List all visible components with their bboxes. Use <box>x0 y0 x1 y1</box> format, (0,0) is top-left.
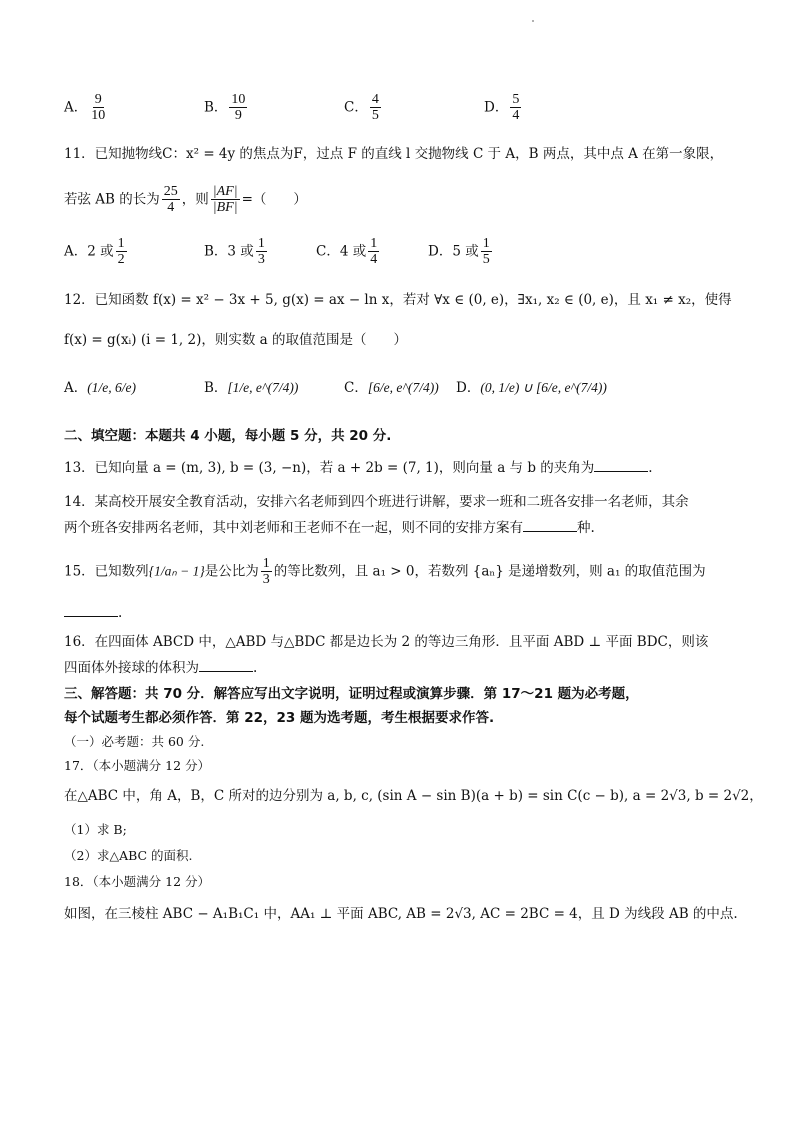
q12-option-d[interactable]: D．(0, 1/e) ∪ [6/e, e^(7/4)) <box>456 380 607 396</box>
q13-answer-blank[interactable] <box>594 459 648 472</box>
q16-line1: 16．在四面体 ABCD 中，△ABD 与△BDC 都是边长为 2 的等边三角形．且平面 ABD ⊥ 平面 BDC，则该 <box>64 634 709 650</box>
q10-a-fraction: $\frac{9}{10}$ <box>91 92 106 124</box>
q11-length-fraction: $\frac{25}{4}$ <box>163 184 178 216</box>
q12-line2: f(x) = g(xᵢ) (i = 1, 2)，则实数 a 的取值范围是（ ） <box>64 332 407 348</box>
q15-line2: . <box>64 604 122 621</box>
q13-text: 13．已知向量 a = (m, 3), b = (3, −n)，若 a + 2b = (7, 1)，则向量 a 与 b 的夹角为 . <box>64 460 653 476</box>
q14-answer-blank[interactable] <box>523 519 577 532</box>
q17-title: 17．（本小题满分 12 分） <box>64 758 211 773</box>
q14-line1: 14．某高校开展安全教育活动，安排六名老师到四个班进行讲解，要求一班和二班各安排一名老师，其余 <box>64 494 689 510</box>
section2-heading: 二、填空题：本题共 4 小题，每小题 5 分，共 20 分. <box>64 428 392 444</box>
q10-option-d[interactable]: D． $\frac{5}{4}$ <box>484 92 520 124</box>
section3-heading-line2: 每个试题考生都必须作答．第 22，23 题为选考题，考生根据要求作答. <box>64 710 495 726</box>
q16-answer-blank[interactable] <box>199 659 253 672</box>
q11-option-b[interactable]: B．3 或 $\frac{1}{3}$ <box>204 236 265 268</box>
q15-answer-blank[interactable] <box>64 604 118 617</box>
q16-line2: 四面体外接球的体积为 . <box>64 660 258 676</box>
q10-b-fraction: $\frac{10}{9}$ <box>231 92 246 124</box>
q11-ratio-fraction: $\frac{|AF|}{|BF|}$ <box>212 184 238 216</box>
q12-option-b[interactable]: B．[1/e, e^(7/4)) <box>204 380 299 396</box>
q18-text: 如图，在三棱柱 ABC − A₁B₁C₁ 中，AA₁ ⊥ 平面 ABC, AB = 2√3, AC = 2BC = 4，且 D 为线段 AB 的中点. <box>64 906 738 922</box>
q17-part1: （1）求 B; <box>64 822 127 837</box>
q11-line2: 若弦 AB 的长为 $\frac{25}{4}$ ，则 $\frac{|AF|}{|BF|}$ =（ ） <box>64 184 307 216</box>
q11-option-c[interactable]: C．4 或 $\frac{1}{4}$ <box>316 236 378 268</box>
q14-line2: 两个班各安排两名老师，其中刘老师和王老师不在一起，则不同的安排方案有 种. <box>64 520 595 536</box>
section3-heading-line1: 三、解答题：共 70 分．解答应写出文字说明，证明过程或演算步骤．第 17～21 题为必考题， <box>64 686 639 702</box>
q17-text: 在△ABC 中，角 A，B，C 所对的边分别为 a, b, c, (sin A − sin B)(a + b) = sin C(c − b), a = 2√3, b = 2√2， <box>64 788 763 804</box>
q10-d-fraction: $\frac{5}{4}$ <box>512 92 520 124</box>
q12-option-a[interactable]: A．(1/e, 6/e) <box>64 380 136 396</box>
section3-subheading: （一）必考题：共 60 分. <box>64 734 205 749</box>
q10-option-c[interactable]: C． $\frac{4}{5}$ <box>344 92 379 124</box>
q12-option-c[interactable]: C．[6/e, e^(7/4)) <box>344 380 439 396</box>
q11-option-a[interactable]: A．2 或 $\frac{1}{2}$ <box>64 236 125 268</box>
q17-part2: （2）求△ABC 的面积. <box>64 848 193 863</box>
scan-dot <box>532 20 534 22</box>
q10-option-b[interactable]: B． $\frac{10}{9}$ <box>204 92 246 124</box>
q12-line1: 12．已知函数 f(x) = x² − 3x + 5, g(x) = ax − ln x，若对 ∀x ∈ (0, e)，∃x₁, x₂ ∈ (0, e)，且 x₁ ≠ x₂，使得 <box>64 292 732 308</box>
q10-c-fraction: $\frac{4}{5}$ <box>371 92 379 124</box>
q10-option-a[interactable]: A． $\frac{9}{10}$ <box>64 92 106 124</box>
q18-title: 18．（本小题满分 12 分） <box>64 874 211 889</box>
q11-option-d[interactable]: D．5 或 $\frac{1}{5}$ <box>428 236 490 268</box>
q11-line1: 11．已知抛物线C：x² = 4y 的焦点为F，过点 F 的直线 l 交抛物线 C 于 A，B 两点，其中点 A 在第一象限， <box>64 146 724 162</box>
q15-line1: 15．已知数列{1/aₙ − 1}是公比为 $\frac{1}{3}$ 的等比数列，且 a₁ > 0，若数列 {aₙ} 是递增数列，则 a₁ 的取值范围为 <box>64 556 706 588</box>
